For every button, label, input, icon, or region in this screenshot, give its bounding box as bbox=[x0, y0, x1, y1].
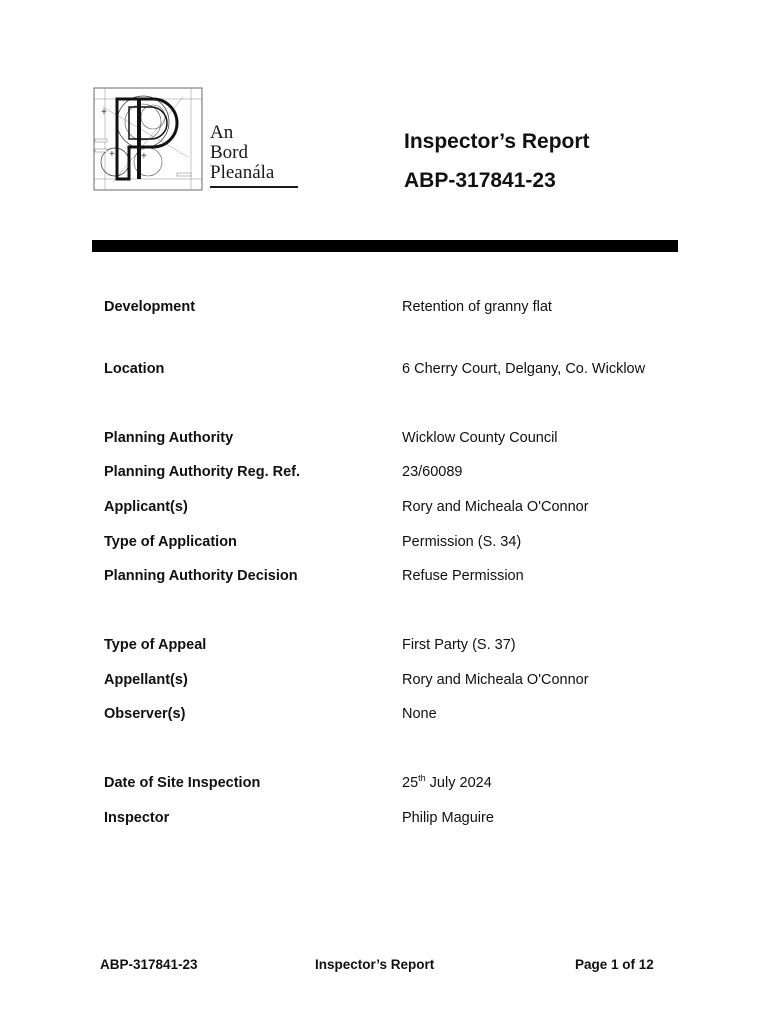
value-type-of-appeal: First Party (S. 37) bbox=[402, 637, 516, 653]
value-reg-ref: 23/60089 bbox=[402, 464, 463, 480]
label-planning-authority: Planning Authority bbox=[104, 430, 234, 446]
value-observers: None bbox=[402, 706, 437, 722]
label-development: Development bbox=[104, 299, 196, 315]
svg-text:+: + bbox=[109, 149, 115, 160]
value-site-inspection-date bbox=[402, 775, 492, 791]
date-day: 25 bbox=[402, 775, 419, 791]
label-location: Location bbox=[104, 361, 165, 377]
label-inspector: Inspector bbox=[104, 810, 170, 826]
value-applicants: Rory and Micheala O'Connor bbox=[402, 499, 589, 515]
value-pa-decision: Refuse Permission bbox=[402, 568, 524, 584]
value-appellants: Rory and Micheala O'Connor bbox=[402, 672, 589, 688]
footer-page-number: Page 1 of 12 bbox=[575, 957, 654, 972]
value-development: Retention of granny flat bbox=[402, 299, 552, 315]
label-type-of-application: Type of Application bbox=[104, 534, 237, 550]
logo-p-mark-icon bbox=[93, 87, 203, 191]
logo-wordmark bbox=[210, 123, 274, 183]
logo-line-1: An bbox=[210, 122, 234, 143]
label-pa-decision: Planning Authority Decision bbox=[104, 568, 298, 584]
label-observers: Observer(s) bbox=[104, 706, 186, 722]
logo-underline bbox=[210, 186, 298, 188]
label-appellants: Appellant(s) bbox=[104, 672, 188, 688]
footer-reference: ABP-317841-23 bbox=[100, 957, 198, 972]
value-inspector: Philip Maguire bbox=[402, 810, 494, 826]
label-reg-ref: Planning Authority Reg. Ref. bbox=[104, 464, 301, 480]
report-reference: ABP-317841-23 bbox=[404, 169, 556, 192]
an-bord-pleanala-logo bbox=[93, 87, 299, 191]
date-suffix: th bbox=[418, 773, 426, 783]
svg-text:+: + bbox=[141, 151, 147, 162]
logo-line-2: Bord bbox=[210, 142, 248, 163]
svg-text:+: + bbox=[101, 107, 107, 118]
label-type-of-appeal: Type of Appeal bbox=[104, 637, 207, 653]
footer-report-title: Inspector’s Report bbox=[315, 957, 435, 972]
logo-line-3: Pleanála bbox=[210, 162, 275, 183]
report-title: Inspector’s Report bbox=[404, 130, 590, 153]
label-site-inspection-date: Date of Site Inspection bbox=[104, 775, 261, 791]
value-location: 6 Cherry Court, Delgany, Co. Wicklow bbox=[402, 361, 646, 377]
label-applicants: Applicant(s) bbox=[104, 499, 188, 515]
value-planning-authority: Wicklow County Council bbox=[402, 430, 558, 446]
value-type-of-application: Permission (S. 34) bbox=[402, 534, 522, 550]
header-divider bbox=[92, 240, 678, 252]
date-rest: July 2024 bbox=[425, 775, 492, 791]
